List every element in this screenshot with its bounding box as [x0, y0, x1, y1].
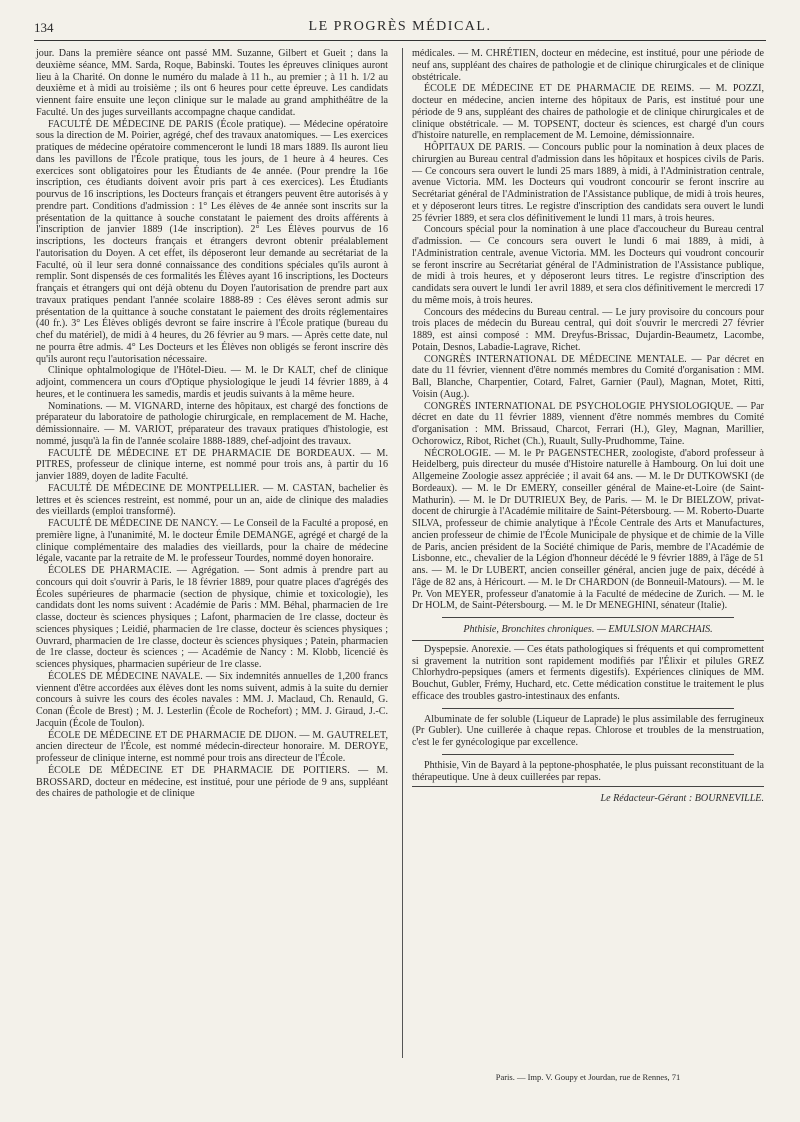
- paragraph-ecole-dijon: ÉCOLE DE MÉDECINE ET DE PHARMACIE DE DIJON. — M. GAUTRELET, ancien directeur de l'École, est nommé médecin-directeur honoraire. M. DEROYE, professeur de clinique interne, est nommé pour trois ans directeur de l'École.: [36, 729, 388, 764]
- paragraph-faculte-bordeaux: FACULTÉ DE MÉDECINE ET DE PHARMACIE DE BORDEAUX. — M. PITRES, professeur de clinique interne, est nommé pour trois ans, à partir du 16 janvier 1889, doyen de ladite Faculté.: [36, 447, 388, 482]
- ad-separator: [412, 640, 764, 641]
- printer-imprint: Paris. — Imp. V. Goupy et Jourdan, rue de Rennes, 71: [495, 1072, 681, 1082]
- paragraph-congres-medecine-mentale: CONGRÈS INTERNATIONAL DE MÉDECINE MENTALE. — Par décret en date du 11 février, viennent d'être nommés membres du Comité d'organisation : MM. Ball, Blanche, Charpentier, Cotard, Falret, Garnier (Paul), Magnan, Motet, Ritti, Voisin (Aug.).: [412, 353, 764, 400]
- advertisement-dyspepsie: Dyspepsie. Anorexie. — Ces états pathologiques si fréquents et qui compromettent si gravement la nutrition sont rapidement modifiés par l'Élixir et pilules GREZ Chlorhydro-pepsiques (amers et ferments digestifs). Expériences cliniques de MM. Bouchut, Gubler, Frémy, Huchard, etc. Cette médication constitue le traitement le plus efficace des troubles gastro-intestinaux des enfants.: [412, 643, 764, 702]
- paragraph-concours-medecins: Concours des médecins du Bureau central. — Le jury provisoire du concours pour trois places de médecin du Bureau central, qui doit s'ouvrir le mercredi 27 février 1889, est ainsi composé : MM. Dreyfus-Brissac, Dujardin-Beaumetz, Lacombe, Potain, Desnos, Labadie-Lagrave, Richet.: [412, 306, 764, 353]
- paragraph-faculte-paris: FACULTÉ DE MÉDECINE DE PARIS (École pratique). — Médecine opératoire sous la direction de M. Poirier, agrégé, chef des travaux anatomiques. — Les exercices pratiques de médecine opératoire commenceront le lundi 18 mars 1889. Ils auront lieu dans les pavillons de l'École pratique, tous les jours, de 1 heure à 4 heures. Ces exercices sont obligatoires pour les Étudiants de 4e année. (Pour prendre la 16e inscription, ces étudiants doivent avoir pris part à ces exercices). Les Étudiants pourvus de 16 inscriptions, les Docteurs français et étrangers peuvent être autorisés à y prendre part. Conditions d'admission : 1° Les élèves de 4e année sont inscrits sur la présentation de la quittance à souche constatant le paiement des droits afférents à l'inscription de janvier 1889 (14e inscription). 2° Les Élèves pourvus de 16 inscriptions, les docteurs français et étrangers devront obtenir préalablement l'autorisation du Doyen. A cet effet, ils déposeront leur demande au secrétariat de la Faculté, où il leur sera donné connaissance des conditions spéciales qu'ils auront à remplir. Sont dispensés de ces formalités les Élèves ayant 16 inscriptions, les Docteurs français et étrangers qui ont déjà obtenu du Doyen l'autorisation de prendre part aux travaux pratiques pendant l'année scolaire 1888-89 : Ces élèves seront admis sur présentation de la quittance à souche constatant le paiement des droits réglementaires (40 fr.). 3° Les Élèves obligés devront se faire inscrire à l'École pratique (bureau du chef du matériel), de midi à 4 heures, du 26 février au 9 mars. — Après cette date, nul ne pourra être admis. 4° Les Docteurs et les Élèves non obligés se feront inscrire dès qu'ils auront reçu l'autorisation nécessaire.: [36, 118, 388, 365]
- running-title: LE PROGRÈS MÉDICAL.: [308, 19, 492, 34]
- page-header: [34, 18, 766, 40]
- paragraph-nominations: Nominations. — M. VIGNARD, interne des hôpitaux, est chargé des fonctions de préparateur du laboratoire de pathologie chirurgicale, en remplacement de M. Hache, démissionnaire. — M. VARIOT, préparateur des travaux pratiques d'histologie, est nommé, jusqu'à la fin de l'année scolaire 1888-1889, chef-adjoint des travaux.: [36, 400, 388, 447]
- paragraph-faculte-nancy: FACULTÉ DE MÉDECINE DE NANCY. — Le Conseil de la Faculté a proposé, en première ligne, à l'unanimité, M. le docteur Émile DEMANGE, agrégé et chargé de la clinique complémentaire des maladies des vieillards, pour la chaire de médecine légale, vacante par la retraite de M. le professeur Tourdes, nommé doyen honoraire.: [36, 518, 388, 565]
- editor-signature: Le Rédacteur-Gérant : BOURNEVILLE.: [600, 793, 764, 805]
- ad-separator: [442, 754, 734, 755]
- signature-rule: [412, 786, 764, 787]
- paragraph-clinique-ophtalmologique: Clinique ophtalmologique de l'Hôtel-Dieu. — M. le Dr KALT, chef de clinique adjoint, commencera un cours d'Optique physiologique le jeudi 14 février 1889, à 4 heures, et le continuera les samedis, mardis et jeudis suivants à la même heure.: [36, 365, 388, 400]
- paragraph-concours-accoucheur: Concours spécial pour la nomination à une place d'accoucheur du Bureau central d'admission. — Ce concours sera ouvert le lundi 6 mai 1889, à midi, à l'Administration centrale, avenue Victoria. MM. les Docteurs qui voudront concourir se feront inscrire au Secrétariat général de l'Administration de l'Assistance publique, de midi à trois heures, et y déposeront leurs titres. Le registre d'inscription des candidats sera ouvert le lundi 1er avril 1889, et sera clos définitivement le mercredi 17 du même mois, à trois heures.: [412, 224, 764, 306]
- paragraph-ecole-poitiers: ÉCOLE DE MÉDECINE ET DE PHARMACIE DE POITIERS. — M. BROSSARD, docteur en médecine, est institué, pour une période de 9 ans, suppléant des chaires de pathologie et de clinique: [36, 764, 388, 800]
- paragraph-medecine-navale: ÉCOLES DE MÉDECINE NAVALE. — Six indemnités annuelles de 1,200 francs viennent d'être accordées aux élèves dont les noms suivent, admis à la suite du dernier concours à suivre les cours des écoles navales : MM. J. Maclaud, Ch. Renauld, G. Conan (École de Brest) ; M. J. Lesterlin (École de Rochefort) ; MM. J. Giraud, J.-C. Jacquin (École de Toulon).: [36, 670, 388, 729]
- paragraph-agregation-continued: jour. Dans la première séance ont passé MM. Suzanne, Gilbert et Gueit ; dans la deuxième séance, MM. Sarda, Roque, Babinski. Toutes les épreuves cliniques auront lieu à la Charité. On donne le numéro du malade à 11 h., au premier ; à 11 h. 1/2 au deuxième et à midi au troisième ; ils ont 6 heures pour cette épreuve. Les candidats viennent faire ensuite une leçon clinique sur le malade au grand amphithéâtre de la Faculté. Un des juges surveillants accompagne chaque candidat.: [36, 48, 388, 118]
- paragraph-ecole-reims: ÉCOLE DE MÉDECINE ET DE PHARMACIE DE REIMS. — M. POZZI, docteur en médecine, ancien interne des hôpitaux de Paris, est institué pour une période de 9 ans, suppléant des chaires de pathologie et de clinique chirurgicales et de clinique obstétricale. — M. TOPSENT, docteur ès sciences, est chargé d'un cours d'histoire naturelle, en remplacement de M. Lemoine, démissionnaire.: [412, 83, 764, 142]
- header-rule: [34, 40, 766, 41]
- ad-separator: [442, 708, 734, 709]
- column-divider: [402, 48, 403, 1058]
- advertisement-emulsion: Phthisie, Bronchites chroniques. — EMULSION MARCHAIS.: [463, 624, 713, 635]
- advertisement-albuminate: Albuminate de fer soluble (Liqueur de Laprade) le plus assimilable des ferrugineux (Pr Gubler). Une cuillerée à chaque repas. Chlorose et troubles de la menstruation, c'est le fer gynécologique par excellence.: [412, 713, 764, 748]
- left-column: [36, 48, 388, 800]
- paragraph-hopitaux-paris: HÔPITAUX DE PARIS. — Concours public pour la nomination à deux places de chirurgien au Bureau central d'admission dans les hôpitaux et hospices civils de Paris. — Ce concours sera ouvert le lundi 25 mars 1889, à midi, à l'Administration centrale, avenue Victoria. MM. les Docteurs qui voudront concourir se feront inscrire au Secrétariat général de l'Administration de l'Assistance publique, de midi à trois heures, et y déposeront leurs titres. Le registre d'inscription des candidats sera ouvert le lundi 25 février 1889, et sera clos définitivement le lundi 11 mars, à trois heures.: [412, 142, 764, 224]
- ad-separator: [442, 617, 734, 618]
- paragraph-poitiers-continued: médicales. — M. CHRÉTIEN, docteur en médecine, est institué, pour une période de neuf ans, suppléant des chaires de pathologie et de clinique chirurgicales et de clinique obstétricale.: [412, 48, 764, 83]
- paragraph-congres-psychologie: CONGRÈS INTERNATIONAL DE PSYCHOLOGIE PHYSIOLOGIQUE. — Par décret en date du 11 février 1889, viennent d'être nommés membres du Comité d'organisation : MM. Brissaud, Charcot, Ferrari (H.), Gley, Magnan, Marillier, Ochorowicz, Ribot, Richet (Ch.), Ruault, Sully-Prudhomme, Taine.: [412, 400, 764, 447]
- paragraph-ecoles-pharmacie: ÉCOLES DE PHARMACIE. — Agrégation. — Sont admis à prendre part au concours qui doit s'ouvrir à Paris, le 18 février 1889, pour quatre places d'agrégés des Écoles supérieures de pharmacie (section de physique, chimie et toxicologie), les candidats dont les noms suivent : Académie de Paris : MM. Béhal, pharmacien de 1re classe, docteur ès sciences physiques ; Lafont, pharmacien de 1re classe, docteur ès sciences physiques ; Leidié, pharmacien de 1re classe, docteur ès sciences physiques ; Ouvrard, pharmacien de 1re classe, docteur ès sciences physiques ; Patein, pharmacien de 1re classe, docteur ès sciences ; — Académie de Nancy : M. Klobb, licencié ès sciences physiques, pharmacien supérieur de 1re classe.: [36, 565, 388, 670]
- paragraph-necrologie: NÉCROLOGIE. — M. le Pr PAGENSTECHER, zoologiste, d'abord professeur à Heidelberg, puis directeur du musée d'Histoire naturelle à Hambourg. On lui doit une Allgemeine Zoologie assez appréciée ; il avait 64 ans. — M. le Dr DUTKOWSKI (de Bordeaux). — M. le Dr EMERY, conseiller général de Maine-et-Loire (de Saint-Mathurin). — M. le Dr DUTRIEUX Bey, de Paris. — M. le Dr BIELZOW, privat-docent de chirurgie à l'Académie militaire de Saint-Pétersbourg. — M. Roberto-Duarte SILVA, professeur de chimie analytique à l'École Centrale des Arts et Manufactures, ancien professeur de chimie de l'École Municipale de physique et de chimie de la Ville de Paris, ancien président de la Société chimique de Paris, membre de l'Académie de Lisbonne, etc., chevalier de la Légion d'honneur décédé le 9 février 1889, à l'âge de 51 ans. — M. le Dr LUBERT, ancien conseiller général, ancien juge de paix, décédé à l'âge de 82 ans, à Héricourt. — M. le Dr CHARDON (de Bonneuil-Matours). — M. le Pr. Von MEYER, professeur d'anatomie à la Faculté de médecine de Zurich. — M. le Dr HOLM, de Saint-Pétersbourg. — M. le Dr MENEGHINI, sénateur (Italie).: [412, 447, 764, 612]
- paragraph-faculte-montpellier: FACULTÉ DE MÉDECINE DE MONTPELLIER. — M. CASTAN, bachelier ès lettres et ès sciences restreint, est nommé, pour un an, aide de clinique des maladies des vieillards (emploi transformé).: [36, 482, 388, 518]
- right-column: [412, 48, 764, 1056]
- advertisement-vin-bayard: Phthisie, Vin de Bayard à la peptone-phosphatée, le plus puissant reconstituant de la thérapeutique. Une à deux cuillerées par repas.: [412, 759, 764, 783]
- page-number: 134: [34, 20, 54, 35]
